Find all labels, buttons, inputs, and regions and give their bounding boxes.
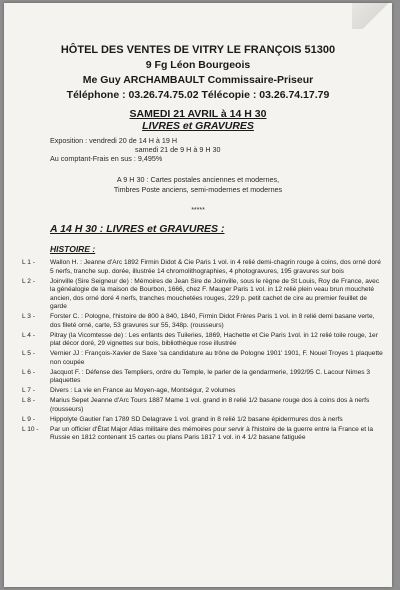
morning-sale-line-2: Timbres Poste anciens, semi-modernes et modernes bbox=[113, 184, 283, 194]
list-item bbox=[22, 313, 384, 330]
auction-house-header bbox=[4, 43, 392, 122]
afternoon-sale-title: A 14 H 30 : LIVRES et GRAVURES : bbox=[50, 223, 225, 235]
auction-house-name: HÔTEL DES VENTES DE VITRY LE FRANÇOIS 51300 bbox=[60, 44, 336, 56]
morning-sale-info bbox=[4, 175, 392, 194]
lot-list bbox=[22, 259, 384, 444]
lot-number: L 5 - bbox=[22, 350, 35, 357]
lot-number: L 2 - bbox=[22, 277, 35, 285]
lot-number: L 8 - bbox=[22, 397, 35, 404]
list-item bbox=[22, 426, 384, 443]
lot-description: Marius Sepet Jeanne d'Arc Tours 1887 Mame 1 vol. grand in 8 relié 1/2 basane rouge dos à coins dos à nerfs (rousseurs) bbox=[50, 397, 370, 413]
auctioneer-name: Me Guy ARCHAMBAULT Commissaire-Priseur bbox=[82, 74, 314, 86]
section-title: LIVRES et GRAVURES bbox=[142, 120, 254, 132]
lot-description: Divers : La vie en France au Moyen-age, Montségur, 2 volumes bbox=[50, 387, 236, 394]
folded-corner bbox=[352, 3, 392, 29]
lot-description: Vernier JJ : François-Xavier de Saxe 'sa candidature au trône de Pologne 1901' 1901, F. Nouel Troyes 1 plaquette non coupée bbox=[50, 350, 383, 366]
phone-line: Téléphone : 03.26.74.75.02 Télécopie : 03.26.74.17.79 bbox=[66, 89, 330, 101]
list-item bbox=[22, 369, 384, 386]
lot-number: L 7 - bbox=[22, 387, 35, 394]
list-item bbox=[22, 416, 384, 425]
list-item bbox=[22, 387, 384, 396]
lot-description: Wallon H. : Jeanne d'Arc 1892 Firmin Didot & Cie Paris 1 vol. in 4 relié demi-chagrin rouge à coins, dos orné doré 5 nerfs, tranche sup. dorée, illustrée 14 chromolithographies, 4 photogravures, 195 gravures sur bois bbox=[50, 259, 381, 275]
lot-description: Jacquot F. : Défense des Templiers, ordre du Temple, le parler de la gendarmerie, 1992/95 C. Lacour Nimes 3 plaquettes bbox=[50, 368, 371, 384]
separator-stars: ***** bbox=[191, 207, 205, 214]
sale-date: SAMEDI 21 AVRIL à 14 H 30 bbox=[129, 108, 267, 120]
lot-number: L 4 - bbox=[22, 331, 35, 339]
exposition-line-2: samedi 21 de 9 H à 9 H 30 bbox=[135, 145, 221, 154]
lot-number: L 6 - bbox=[22, 368, 35, 376]
lot-description: Joinville (Sire Seigneur de) : Mémoires de Jean Sire de Joinville, sous le règne de St Louis, Roy de France, avec la généalogie de la maison de Bourbon, 1666, chez F. Mauger Paris 1 vol. in 12 relié plein veau brun moucheté ancien, dos orné doré 4 nerfs, tranches mouchetées rouges, 229 p. petit cachet de cire au premier feuillet de garde bbox=[50, 277, 380, 310]
histoire-heading: HISTOIRE : bbox=[50, 244, 96, 254]
list-item bbox=[22, 278, 384, 312]
catalog-page bbox=[4, 3, 392, 587]
exposition-line-3: Au comptant-Frais en sus : 9,495% bbox=[50, 154, 163, 163]
lot-number: L 1 - bbox=[22, 259, 35, 266]
lot-description: Hippolyte Gautier l'an 1789 SD Delagrave 1 vol. grand in 8 relié 1/2 basane épidermures dos à nerfs bbox=[50, 415, 343, 423]
auction-house-address: 9 Fg Léon Bourgeois bbox=[145, 59, 251, 71]
list-item bbox=[22, 259, 384, 276]
exposition-info bbox=[50, 136, 221, 163]
exposition-line-1: Exposition : vendredi 20 de 14 H à 19 H bbox=[50, 136, 178, 145]
morning-sale-line-1: A 9 H 30 : Cartes postales anciennes et modernes, bbox=[116, 175, 280, 184]
list-item bbox=[22, 350, 384, 367]
lot-description: Par un officier d'État Major Atlas militaire des mémoires pour servir à l'histoire de la guerre entre la France et la Russie en 1812 contenant 15 cartes ou plans Paris 1817 1 vol. in 4 1/2 basane fatiguée bbox=[50, 425, 374, 441]
list-item bbox=[22, 397, 384, 414]
lot-number: L 9 - bbox=[22, 415, 35, 423]
lot-number: L 10 - bbox=[22, 425, 39, 433]
lot-description: Forster C. : Pologne, l'histoire de 800 à 840, 1840, Firmin Didot Frères Paris 1 vol. in 8 relié demi basane verte, dos fileté orné, carte, 53 gravures sur 55, 348p. (rousseurs) bbox=[50, 313, 375, 329]
lot-description: Pitray (la Vicomtesse de) : Les enfants des Tuileries, 1869, Hachette et Cie Paris 1vol. in 12 relié toile rouge, 1er plat décor doré, 29 vignettes sur bois, bibliothèque rose illustrée bbox=[50, 331, 378, 347]
lot-number: L 3 - bbox=[22, 313, 35, 320]
list-item bbox=[22, 332, 384, 349]
